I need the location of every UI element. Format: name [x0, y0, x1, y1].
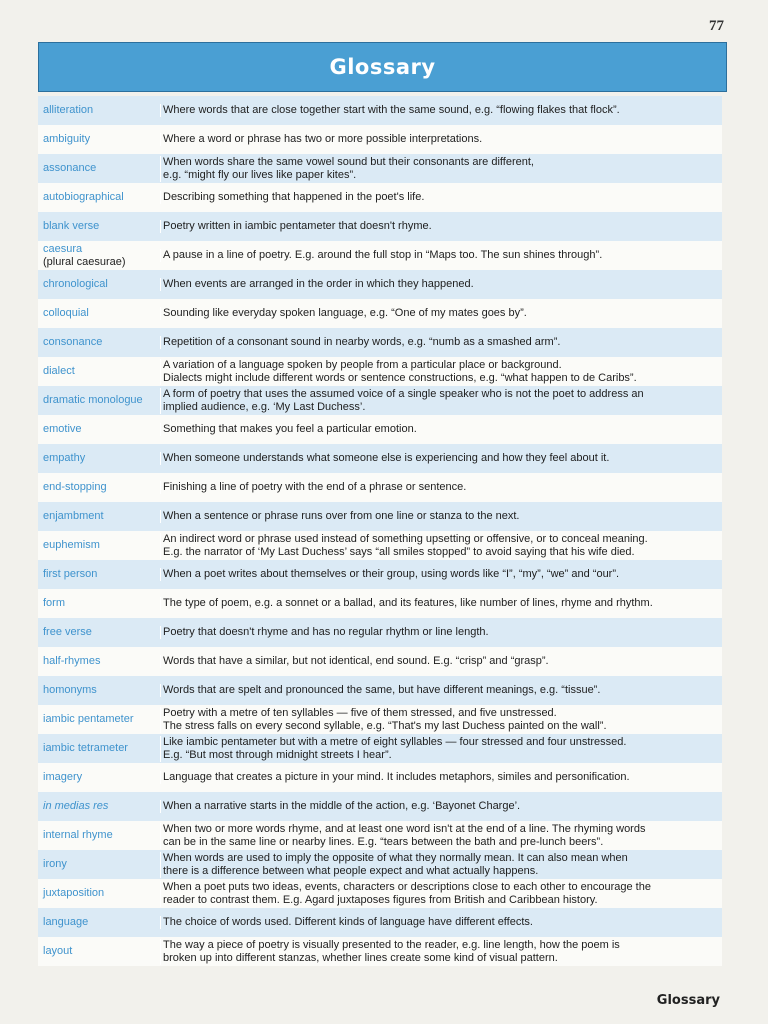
- glossary-term: [38, 133, 160, 146]
- definition-line: When words share the same vowel sound but their consonants are different,: [163, 155, 534, 168]
- term-text: ambiguity: [43, 133, 91, 145]
- definition-line: When words are used to imply the opposite of what they normally mean. It can also mean when: [163, 851, 628, 864]
- term-text: euphemism: [43, 539, 100, 551]
- glossary-term: [38, 684, 160, 697]
- glossary-row: [38, 647, 722, 676]
- glossary-definition: [160, 104, 722, 117]
- definition-line: e.g. “might fly our lives like paper kites”.: [163, 168, 357, 181]
- definition-line: When someone understands what someone else is experiencing and how they feel about it.: [163, 452, 610, 464]
- glossary-term: [38, 220, 160, 233]
- glossary-table: [38, 96, 722, 966]
- definition-line: When a poet puts two ideas, events, characters or descriptions close to each other to encourage the: [163, 880, 651, 893]
- glossary-term: [38, 452, 160, 465]
- definition-line: Poetry that doesn't rhyme and has no regular rhythm or line length.: [163, 626, 489, 638]
- term-note: (plural caesurae): [43, 255, 126, 268]
- glossary-definition: [160, 916, 722, 929]
- glossary-term: [38, 800, 160, 813]
- glossary-term: [38, 394, 160, 407]
- glossary-term: [38, 713, 160, 726]
- definition-line: there is a difference between what people expect and what actually happens.: [163, 864, 539, 877]
- term-text: autobiographical: [43, 191, 124, 203]
- glossary-definition: [160, 423, 722, 436]
- term-text: homonyms: [43, 684, 97, 696]
- definition-line: Like iambic pentameter but with a metre of eight syllables — four stressed and four unstressed.: [163, 735, 627, 748]
- glossary-row: [38, 821, 722, 850]
- glossary-definition: [160, 388, 722, 414]
- glossary-term: [38, 336, 160, 349]
- glossary-definition: [160, 510, 722, 523]
- term-text: iambic tetrameter: [43, 742, 128, 754]
- definition-line: broken up into different stanzas, whether lines create some kind of visual pattern.: [163, 951, 558, 964]
- definition-line: The choice of words used. Different kinds of language have different effects.: [163, 916, 533, 928]
- definition-line: An indirect word or phrase used instead of something upsetting or offensive, or to conceal meaning.: [163, 532, 648, 545]
- definition-line: Words that have a similar, but not identical, end sound. E.g. “crisp” and “grasp”.: [163, 655, 549, 667]
- term-text: dialect: [43, 365, 75, 377]
- term-text: free verse: [43, 626, 92, 638]
- definition-line: When two or more words rhyme, and at least one word isn't at the end of a line. The rhyming words: [163, 822, 646, 835]
- glossary-term: [38, 510, 160, 523]
- glossary-row: [38, 560, 722, 589]
- glossary-term: [38, 945, 160, 958]
- glossary-row: [38, 763, 722, 792]
- definition-line: Something that makes you feel a particular emotion.: [163, 423, 417, 435]
- glossary-banner: [38, 42, 727, 92]
- glossary-row: [38, 473, 722, 502]
- term-text: irony: [43, 858, 67, 870]
- glossary-definition: [160, 736, 722, 762]
- glossary-term: [38, 568, 160, 581]
- term-text: colloquial: [43, 307, 89, 319]
- glossary-row: [38, 589, 722, 618]
- glossary-row: [38, 444, 722, 473]
- glossary-definition: [160, 156, 722, 182]
- term-text: form: [43, 597, 65, 609]
- term-text: dramatic monologue: [43, 394, 143, 406]
- glossary-row: [38, 676, 722, 705]
- term-text: enjambment: [43, 510, 104, 522]
- glossary-definition: [160, 707, 722, 733]
- glossary-row: [38, 618, 722, 647]
- definition-line: Language that creates a picture in your mind. It includes metaphors, similes and personification.: [163, 771, 630, 783]
- glossary-definition: [160, 481, 722, 494]
- definition-line: The stress falls on every second syllable, e.g. “That's my last Duchess painted on the wall”.: [163, 719, 607, 732]
- glossary-definition: [160, 336, 722, 349]
- glossary-definition: [160, 359, 722, 385]
- glossary-term: [38, 829, 160, 842]
- term-text: chronological: [43, 278, 108, 290]
- glossary-row: [38, 212, 722, 241]
- term-text: language: [43, 916, 89, 928]
- term-text: iambic pentameter: [43, 713, 134, 725]
- definition-line: E.g. “But most through midnight streets I hear”.: [163, 748, 392, 761]
- glossary-row: [38, 792, 722, 821]
- term-text: blank verse: [43, 220, 100, 232]
- definition-line: The type of poem, e.g. a sonnet or a ballad, and its features, like number of lines, rhyme and rhythm.: [163, 597, 653, 609]
- definition-line: Sounding like everyday spoken language, e.g. “One of my mates goes by”.: [163, 307, 527, 319]
- definition-line: can be in the same line or nearby lines. E.g. “tears between the bath and pre-lunch beers”.: [163, 835, 604, 848]
- glossary-row: [38, 125, 722, 154]
- glossary-row: [38, 299, 722, 328]
- glossary-term: [38, 191, 160, 204]
- definition-line: Words that are spelt and pronounced the same, but have different meanings, e.g. “tissue”.: [163, 684, 601, 696]
- glossary-definition: [160, 307, 722, 320]
- glossary-row: [38, 154, 722, 183]
- glossary-row: [38, 357, 722, 386]
- definition-line: Poetry with a metre of ten syllables — five of them stressed, and five unstressed.: [163, 706, 557, 719]
- definition-line: Repetition of a consonant sound in nearby words, e.g. “numb as a smashed arm”.: [163, 336, 561, 348]
- glossary-row: [38, 502, 722, 531]
- page-number: 77: [709, 18, 724, 34]
- definition-line: Poetry written in iambic pentameter that doesn't rhyme.: [163, 220, 432, 232]
- definition-line: When a sentence or phrase runs over from one line or stanza to the next.: [163, 510, 520, 522]
- term-text: emotive: [43, 423, 82, 435]
- glossary-term: [38, 597, 160, 610]
- glossary-row: [38, 850, 722, 879]
- glossary-term: [38, 278, 160, 291]
- glossary-definition: [160, 881, 722, 907]
- glossary-definition: [160, 220, 722, 233]
- glossary-row: [38, 183, 722, 212]
- glossary-term: [38, 307, 160, 320]
- definition-line: Finishing a line of poetry with the end of a phrase or sentence.: [163, 481, 467, 493]
- glossary-definition: [160, 249, 722, 262]
- glossary-row: [38, 328, 722, 357]
- glossary-definition: [160, 800, 722, 813]
- term-text: consonance: [43, 336, 103, 348]
- glossary-row: [38, 734, 722, 763]
- glossary-row: [38, 241, 722, 270]
- term-text: caesura: [43, 242, 83, 255]
- glossary-term: [38, 162, 160, 175]
- glossary-definition: [160, 939, 722, 965]
- definition-line: Where a word or phrase has two or more possible interpretations.: [163, 133, 483, 145]
- glossary-term: [38, 365, 160, 378]
- glossary-term: [38, 423, 160, 436]
- glossary-definition: [160, 568, 722, 581]
- glossary-definition: [160, 191, 722, 204]
- glossary-term: [38, 771, 160, 784]
- footer-title: Glossary: [656, 993, 720, 1008]
- term-text: half-rhymes: [43, 655, 101, 667]
- glossary-row: [38, 705, 722, 734]
- term-text: layout: [43, 945, 73, 957]
- glossary-row: [38, 386, 722, 415]
- glossary-row: [38, 96, 722, 125]
- glossary-term: [38, 481, 160, 494]
- glossary-definition: [160, 771, 722, 784]
- term-text: empathy: [43, 452, 86, 464]
- term-text: alliteration: [43, 104, 94, 116]
- glossary-definition: [160, 452, 722, 465]
- term-text: end-stopping: [43, 481, 107, 493]
- term-text: first person: [43, 568, 98, 580]
- glossary-definition: [160, 597, 722, 610]
- term-text: in medias res: [43, 800, 109, 812]
- glossary-row: [38, 879, 722, 908]
- glossary-term: [38, 243, 160, 269]
- definition-line: Dialects might include different words or sentence constructions, e.g. “what happen to de Caribs”.: [163, 371, 637, 384]
- glossary-definition: [160, 626, 722, 639]
- glossary-definition: [160, 533, 722, 559]
- definition-line: A pause in a line of poetry. E.g. around the full stop in “Maps too. The sun shines through”.: [163, 249, 603, 261]
- term-text: juxtaposition: [43, 887, 105, 899]
- glossary-term: [38, 916, 160, 929]
- glossary-row: [38, 415, 722, 444]
- glossary-row: [38, 270, 722, 299]
- definition-line: When a narrative starts in the middle of the action, e.g. ‘Bayonet Charge’.: [163, 800, 521, 812]
- glossary-term: [38, 742, 160, 755]
- glossary-term: [38, 858, 160, 871]
- definition-line: A form of poetry that uses the assumed voice of a single speaker who is not the poet to address an: [163, 387, 644, 400]
- glossary-term: [38, 539, 160, 552]
- glossary-definition: [160, 278, 722, 291]
- definition-line: reader to contrast them. E.g. Agard juxtaposes figures from British and Caribbean history.: [163, 893, 598, 906]
- glossary-term: [38, 655, 160, 668]
- definition-line: Describing something that happened in the poet's life.: [163, 191, 425, 203]
- term-text: assonance: [43, 162, 97, 174]
- definition-line: The way a piece of poetry is visually presented to the reader, e.g. line length, how the poem is: [163, 938, 620, 951]
- glossary-term: [38, 104, 160, 117]
- glossary-definition: [160, 133, 722, 146]
- glossary-definition: [160, 823, 722, 849]
- glossary-row: [38, 908, 722, 937]
- glossary-definition: [160, 655, 722, 668]
- definition-line: E.g. the narrator of ‘My Last Duchess’ says “all smiles stopped” to avoid saying that his wife died.: [163, 545, 635, 558]
- definition-line: A variation of a language spoken by people from a particular place or background.: [163, 358, 562, 371]
- definition-line: When events are arranged in the order in which they happened.: [163, 278, 474, 290]
- glossary-definition: [160, 852, 722, 878]
- glossary-term: [38, 887, 160, 900]
- glossary-row: [38, 937, 722, 966]
- glossary-term: [38, 626, 160, 639]
- glossary-row: [38, 531, 722, 560]
- term-text: imagery: [43, 771, 83, 783]
- definition-line: implied audience, e.g. ‘My Last Duchess’.: [163, 400, 366, 413]
- term-text: internal rhyme: [43, 829, 113, 841]
- definition-line: When a poet writes about themselves or their group, using words like “I”, “my”, “we” and “our”.: [163, 568, 620, 580]
- definition-line: Where words that are close together start with the same sound, e.g. “flowing flakes that flock”.: [163, 104, 620, 116]
- banner-title: Glossary: [329, 55, 436, 79]
- glossary-definition: [160, 684, 722, 697]
